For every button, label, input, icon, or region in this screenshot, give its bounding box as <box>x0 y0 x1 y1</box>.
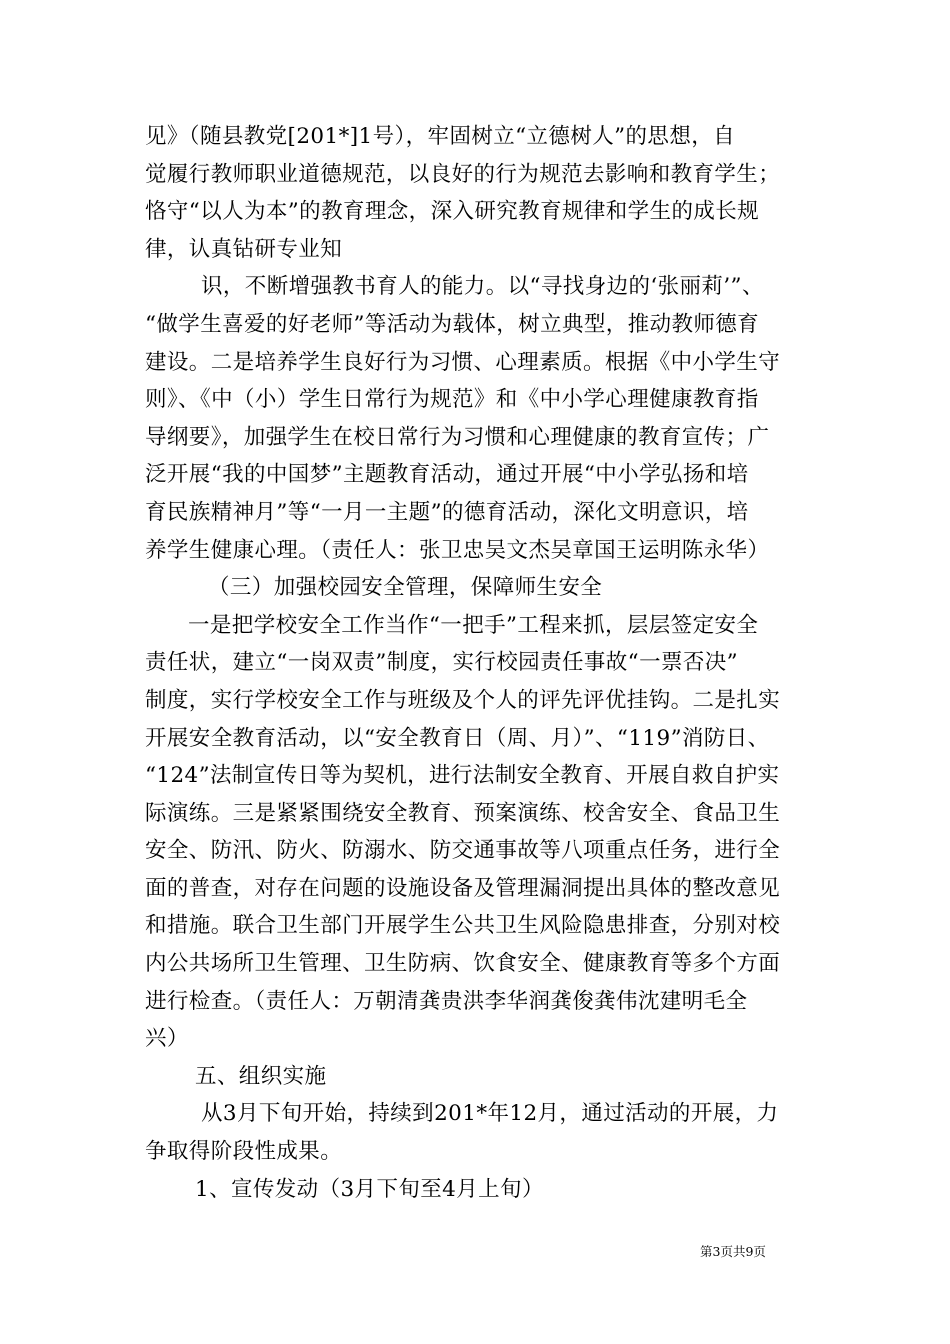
page-number: 第3页共9页 <box>700 1244 766 1259</box>
text-line: “124”法制宣传日等为契机，进行法制安全教育、开展自救自护实 <box>145 763 780 789</box>
text-line: 导纲要》，加强学生在校日常行为习惯和心理健康的教育宣传；广 <box>145 424 770 450</box>
text-line: 从3月下旬开始，持续到201*年12月，通过活动的开展，力 <box>201 1101 779 1127</box>
text-line: 争取得阶段性成果。 <box>145 1139 343 1165</box>
text-line: 一是把学校安全工作当作“一把手”工程来抓，层层签定安全 <box>188 612 759 638</box>
text-line: 开展安全教育活动，以“安全教育日（周、月）”、“119”消防日、 <box>145 725 770 751</box>
text-line: 面的普查，对存在问题的设施设备及管理漏洞提出具体的整改意见 <box>145 875 781 901</box>
text-line: 建设。二是培养学生良好行为习惯、心理素质。根据《中小学生守 <box>145 349 781 375</box>
text-line: 律，认真钻研专业知 <box>145 236 343 262</box>
text-line: 进行检查。（责任人：万朝清龚贵洪李华润龚俊龚伟沈建明毛全 <box>145 988 748 1014</box>
text-line: 和措施。联合卫生部门开展学生公共卫生风险隐患排查，分别对校 <box>145 913 781 939</box>
text-line: 兴） <box>145 1026 189 1052</box>
text-line: “做学生喜爱的好老师”等活动为载体，树立典型，推动教师德育 <box>145 311 760 337</box>
section-heading: （三）加强校园安全管理，保障师生安全 <box>208 575 603 601</box>
text-line: 际演练。三是紧紧围绕安全教育、预案演练、校舍安全、食品卫生 <box>145 800 781 826</box>
section-heading: 五、组织实施 <box>195 1063 327 1089</box>
text-line: 养学生健康心理。（责任人：张卫忠吴文杰吴章国王运明陈永华） <box>145 537 770 563</box>
text-line: 制度，实行学校安全工作与班级及个人的评先评优挂钩。二是扎实 <box>145 687 781 713</box>
text-line: 见》（随县教党[201*]1号），牢固树立“立德树人”的思想，自 <box>145 124 736 149</box>
text-line: 育民族精神月”等“一月一主题”的德育活动，深化文明意识，培 <box>145 499 749 525</box>
text-line: 安全、防汛、防火、防溺水、防交通事故等八项重点任务，进行全 <box>145 838 781 864</box>
text-line: 识，不断增强教书育人的能力。以“寻找身边的‘张丽莉’”、 <box>201 274 764 300</box>
subsection-heading: 1、宣传发动（3月下旬至4月上旬） <box>195 1176 544 1202</box>
text-line: 泛开展“我的中国梦”主题教育活动，通过开展“中小学弘扬和培 <box>145 462 749 488</box>
text-line: 责任状，建立“一岗双责”制度，实行校园责任事故“一票否决” <box>145 650 739 676</box>
document-body <box>145 118 815 1208</box>
text-line: 觉履行教师职业道德规范，以良好的行为规范去影响和教育学生； <box>145 161 781 187</box>
text-line: 内公共场所卫生管理、卫生防病、饮食安全、健康教育等多个方面 <box>145 951 781 977</box>
text-line: 则》、《中（小）学生日常行为规范》和《中小学心理健康教育指 <box>145 387 759 413</box>
text-line: 恪守“以人为本”的教育理念，深入研究教育规律和学生的成长规 <box>145 199 760 225</box>
